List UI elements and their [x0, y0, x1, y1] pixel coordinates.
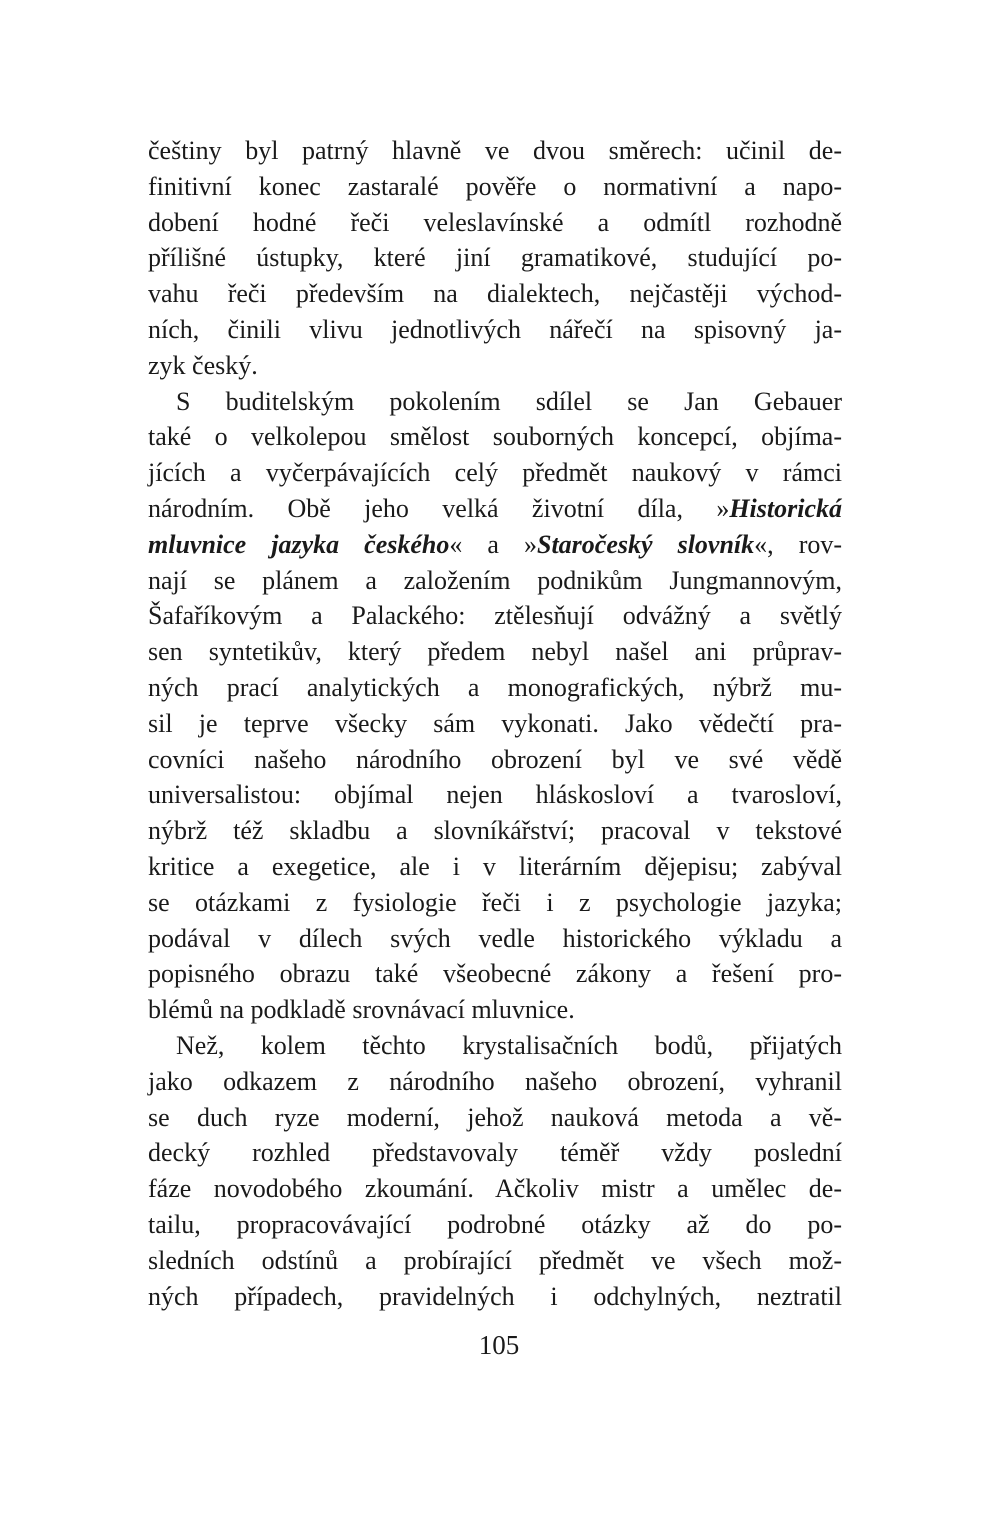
text-line: tailu, propracovávající podrobné otázky až do po-: [148, 1209, 842, 1239]
page-number: 105: [478, 1330, 520, 1360]
text-line: jících a vyčerpávajících celý předmět naukový v rámci: [148, 458, 842, 488]
text-line: zyk český.: [148, 350, 258, 380]
text-line: S buditelským pokolením sdílel se Jan Gebauer: [176, 386, 842, 416]
text-line: se otázkami z fysiologie řeči i z psychologie jazyka;: [148, 887, 842, 917]
text-line: se duch ryze moderní, jehož nauková metoda a vě-: [148, 1102, 842, 1132]
text-line: sledních odstínů a probírající předmět ve všech mož-: [148, 1245, 842, 1275]
text-fragment: národním. Obě jeho velká životní díla, »: [148, 493, 730, 523]
text-line-with-title: [148, 527, 842, 563]
text-line: vahu řeči především na dialektech, nejčastěji východ-: [148, 279, 842, 309]
text-line: Než, kolem těchto krystalisačních bodů, přijatých: [176, 1030, 842, 1060]
text-line: kritice a exegetice, ale i v literárním dějepisu; zabýval: [148, 851, 842, 881]
text-line: Šafaříkovým a Palackého: ztělesňují odvážný a světlý: [148, 601, 842, 631]
text-line: jako odkazem z národního našeho obrození, vyhranil: [148, 1066, 842, 1096]
text-line: fáze novodobého zkoumání. Ačkoliv mistr a umělec de-: [148, 1174, 842, 1204]
text-line-with-title: [148, 491, 842, 527]
text-line: sil je teprve všecky sám vykonati. Jako vědečtí pra-: [148, 708, 842, 738]
text-line: ných prací analytických a monografických, nýbrž mu-: [148, 672, 842, 702]
text-line: také o velkolepou smělost souborných koncepcí, objíma-: [148, 422, 842, 452]
text-line: podával v dílech svých vedle historického výkladu a: [148, 923, 842, 953]
body-text: [148, 133, 842, 1314]
book-title-historicka: Historická: [729, 493, 842, 523]
text-line: dobení hodné řeči veleslavínské a odmítl rozhodně: [148, 207, 842, 237]
text-line: decký rozhled představovaly téměř vždy poslední: [148, 1138, 842, 1168]
text-line: ních, činili vlivu jednotlivých nářečí na spisovný ja-: [148, 314, 842, 344]
text-line: sen syntetikův, který předem nebyl našel ani průprav-: [148, 637, 842, 667]
text-line: universalistou: objímal nejen hláskosloví a tvarosloví,: [148, 780, 842, 810]
text-fragment: « a »: [449, 529, 537, 559]
text-line: ných případech, pravidelných i odchylných, neztratil: [148, 1281, 842, 1311]
text-line: covníci našeho národního obrození byl ve své vědě: [148, 744, 842, 774]
text-line: finitivní konec zastaralé pověře o normativní a napo-: [148, 171, 842, 201]
text-line: popisného obrazu také všeobecné zákony a řešení pro-: [148, 959, 842, 989]
book-title-slovnik: Staročeský slovník: [537, 529, 755, 559]
text-line: přílišné ústupky, které jiní gramatikové, studující po-: [148, 243, 842, 273]
text-line: nýbrž též skladbu a slovníkářství; pracoval v tekstové: [148, 816, 842, 846]
text-fragment: «, rov-: [754, 529, 843, 559]
text-line: nají se plánem a založením podnikům Jungmannovým,: [148, 565, 842, 595]
text-line: češtiny byl patrný hlavně ve dvou směrech: učinil de-: [148, 136, 842, 165]
text-line: blémů na podkladě srovnávací mluvnice.: [148, 995, 575, 1025]
book-title-mluvnice: mluvnice jazyka českého: [148, 529, 450, 559]
